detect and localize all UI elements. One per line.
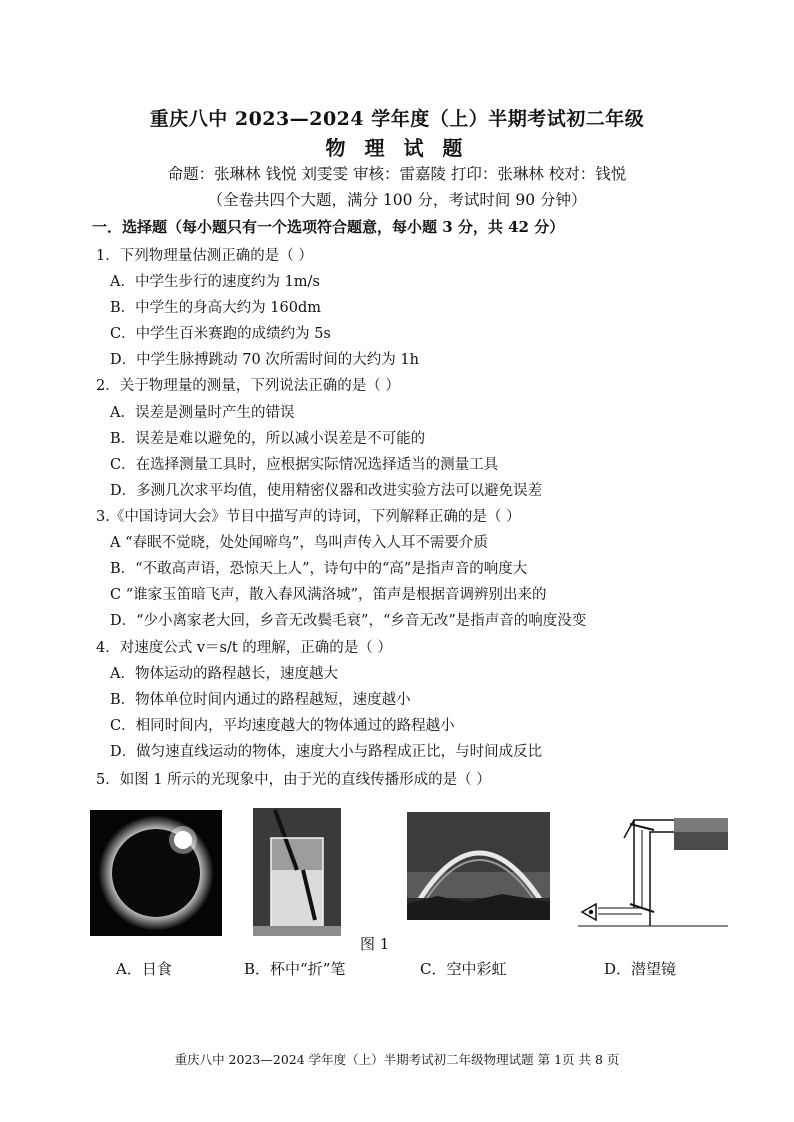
section-heading: 一．选择题（每小题只有一个选项符合题意，每小题 3 分，共 42 分） xyxy=(92,218,565,236)
figure-label-a: A．日食 xyxy=(116,960,172,978)
page-footer: 重庆八中 2023—2024 学年度（上）半期考试初二年级物理试题 第 1页 共 8 页 xyxy=(174,1052,620,1067)
question-2-stem: 2．关于物理量的测量，下列说法正确的是（ ） xyxy=(96,378,400,394)
question-1-option-c: C．中学生百米赛跑的成绩约为 5s xyxy=(110,326,331,342)
question-3-option-d: D．“少小离家老大回，乡音无改鬓毛衰”，“乡音无改”是指声音的响度没变 xyxy=(110,613,587,629)
question-4-stem: 4．对速度公式 v＝s/t 的理解，正确的是（ ） xyxy=(96,640,392,656)
pencil-in-glass-image xyxy=(253,808,341,936)
exam-note: （全卷共四个大题，满分 100 分，考试时间 90 分钟） xyxy=(207,191,587,209)
question-2-option-d: D．多测几次求平均值，使用精密仪器和改进实验方法可以避免误差 xyxy=(110,483,543,499)
question-4-option-c: C．相同时间内，平均速度越大的物体通过的路程越小 xyxy=(110,718,455,734)
question-4-option-b: B．物体单位时间内通过的路程越短，速度越小 xyxy=(110,692,411,708)
figure-label-d: D．潜望镜 xyxy=(604,960,677,978)
question-1-option-a: A．中学生步行的速度约为 1m/s xyxy=(110,274,320,290)
rainbow-image xyxy=(407,812,550,920)
figure-label-c: C．空中彩虹 xyxy=(420,960,507,978)
question-1-stem: 1．下列物理量估测正确的是（ ） xyxy=(96,248,313,264)
question-3-option-c: C “谁家玉笛暗飞声，散入春风满洛城”，笛声是根据音调辨别出来的 xyxy=(110,587,547,603)
question-1-option-d: D．中学生脉搏跳动 70 次所需时间的大约为 1h xyxy=(110,352,419,368)
question-3-option-b: B．“不敢高声语，恐惊天上人”，诗句中的“高”是指声音的响度大 xyxy=(110,561,528,577)
question-2-option-c: C．在选择测量工具时，应根据实际情况选择适当的测量工具 xyxy=(110,457,499,473)
figure-caption: 图 1 xyxy=(360,935,390,953)
page-subtitle: 物 理 试 题 xyxy=(325,136,469,160)
question-2-option-a: A．误差是测量时产生的错误 xyxy=(110,405,295,421)
question-3-option-a: A “春眠不觉晓，处处闻啼鸟”，鸟叫声传入人耳不需要介质 xyxy=(110,535,488,551)
question-1-option-b: B．中学生的身高大约为 160dm xyxy=(110,300,321,316)
credits-line: 命题：张琳林 钱悦 刘雯雯 审核：雷嘉陵 打印：张琳林 校对：钱悦 xyxy=(167,165,627,183)
question-2-option-b: B．误差是难以避免的，所以减小误差是不可能的 xyxy=(110,431,426,447)
question-5-stem: 5．如图 1 所示的光现象中，由于光的直线传播形成的是（ ） xyxy=(96,772,491,788)
question-4-option-d: D．做匀速直线运动的物体，速度大小与路程成正比，与时间成反比 xyxy=(110,744,543,760)
figure-label-b: B．杯中“折”笔 xyxy=(244,960,346,978)
solar-eclipse-image xyxy=(90,810,222,936)
periscope-diagram xyxy=(578,808,730,934)
question-3-stem: 3.《中国诗词大会》节目中描写声的诗词，下列解释正确的是（ ） xyxy=(96,509,521,525)
page-title: 重庆八中 2023—2024 学年度（上）半期考试初二年级 xyxy=(149,108,645,130)
question-4-option-a: A．物体运动的路程越长，速度越大 xyxy=(110,666,338,682)
